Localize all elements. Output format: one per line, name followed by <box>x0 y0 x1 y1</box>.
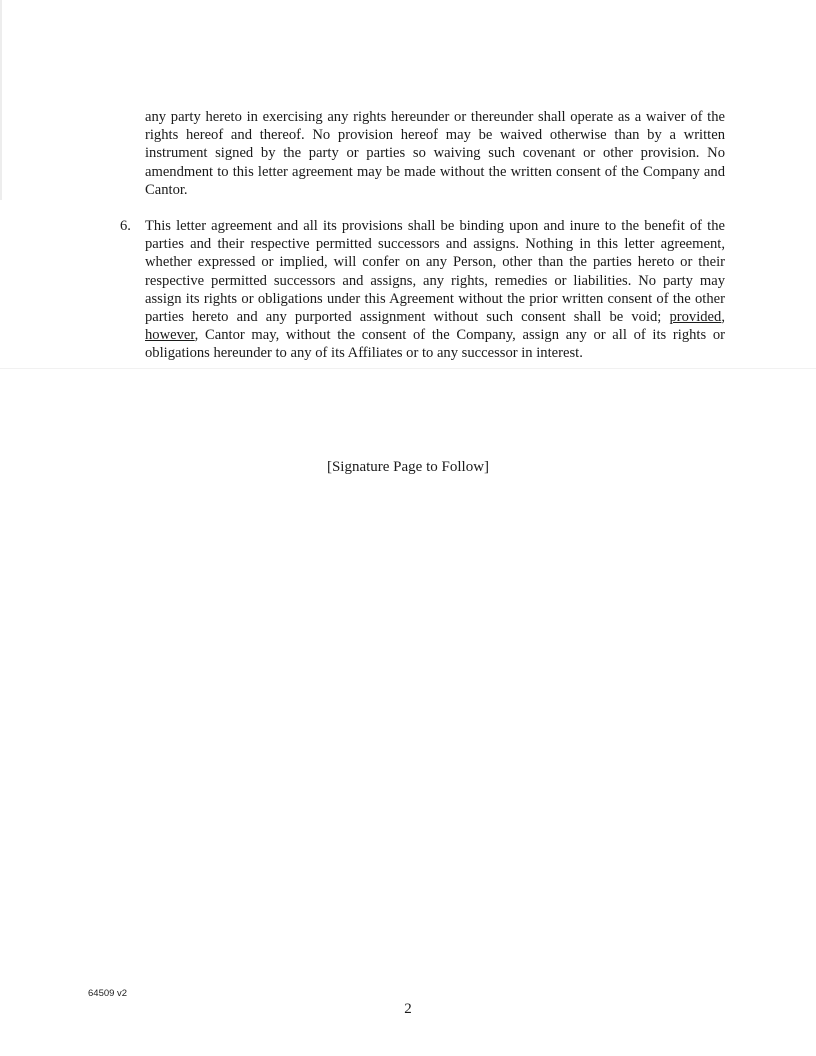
section-6-text-part2: , Cantor may, without the consent of the Company, assign any or all of its rights or obligations hereunder to any of its Affiliates or to any successor in interest. <box>145 327 725 362</box>
section-6-text <box>145 217 725 363</box>
provided-term: provided <box>669 309 722 326</box>
signature-page-note: [Signature Page to Follow] <box>326 459 490 475</box>
section-6-separator: , <box>721 309 725 326</box>
section-6-number: 6. <box>120 218 131 234</box>
scan-artifact-line <box>0 368 816 369</box>
document-id: 64509 v2 <box>88 988 128 999</box>
page-number: 2 <box>404 1001 412 1017</box>
scan-edge-mark <box>0 0 2 200</box>
continuation-paragraph: any party hereto in exercising any rights hereunder or thereunder shall operate as a waiver of the rights hereof and thereof. No provision hereof may be waived otherwise than by a written instrument signed by the party or parties so waiving such covenant or other provision. No amendment to this letter agreement may be made without the written consent of the Company and Cantor. <box>145 109 725 198</box>
section-6-text-part1: This letter agreement and all its provisions shall be binding upon and inure to the benefit of the parties and their respective permitted successors and assigns. Nothing in this letter agreement, whether expressed or implied, will confer on any Person, other than the parties hereto or their respective permitted successors and assigns, any rights, remedies or liabilities. No party may assign its rights or obligations under this Agreement without the prior written consent of the other parties hereto and any purported assignment without such consent shall be void; <box>145 218 725 326</box>
section-6 <box>120 217 725 363</box>
however-term: however <box>145 327 195 344</box>
